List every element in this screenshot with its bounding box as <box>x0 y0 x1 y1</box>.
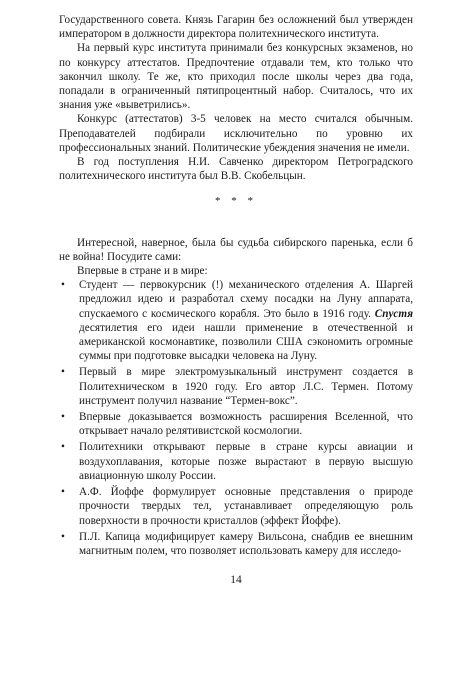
paragraph-admission: На первый курс института принимали без конкурсных экзаменов, но по конкурсу аттестатов. Предпочтение отдавали тем, кто только что закончил школу. Те же, кто приходил после школы через два года, попадали в ограниченный пятипроцентный набор. Считалось, что их знания уже «выветрились». <box>59 42 413 112</box>
list-item <box>59 410 413 438</box>
bullet-icon: • <box>61 530 65 543</box>
list-item-text: десятилетия его идеи нашли применение в отечественной и американской космонавтике, позволили США сэкономить огромные суммы при подготовке высадки человека на Луну. <box>79 321 413 363</box>
list-item <box>59 485 413 528</box>
paragraph-continuation: Государственного совета. Князь Гагарин без осложнений был утвержден императором в должности директора политехнического института. <box>59 14 413 41</box>
list-item-text: П.Л. Капица модифицирует камеру Вильсона, снабдив ее внешним магнитным полем, что позволяет использовать камеру для исследо- <box>79 530 413 557</box>
bullet-icon: • <box>61 486 65 499</box>
list-item-emphasis: Спустя <box>374 307 413 320</box>
list-item-text: Первый в мире электромузыкальный инструмент создается в Политехническом в 1920 году. Его автор Л.С. Термен. Потому инструмент получил название “Термен-вокс”. <box>79 366 413 407</box>
list-item-text: Студент — первокурсник (!) механического отделения А. Шаргей предложил идею и разработал схему посадки на Луну аппарата, спускаемого с космического корабля. Это было в 1916 году. <box>79 279 413 320</box>
list-item <box>59 530 413 558</box>
bullet-icon: • <box>61 366 65 379</box>
list-item-text: Политехники открывают первые в стране курсы авиации и воздухоплавания, которые позже вырастают в первую высшую авиационную школу России. <box>79 441 413 482</box>
bullet-icon: • <box>61 441 65 454</box>
paragraph-firsts-heading: Впервые в стране и в мире: <box>77 265 208 278</box>
paragraph-competition: Конкурс (аттестатов) 3-5 человек на место считался обычным. Преподавателей подбирали исключительно по уровню их профессиональных знаний. Политические убеждения значения не имели. <box>59 113 413 154</box>
paragraph-director: В год поступления Н.И. Савченко директором Петроградского политехнического института был В.В. Скобельцын. <box>59 156 413 183</box>
list-item <box>59 440 413 483</box>
page-number: 14 <box>230 574 242 586</box>
section-separator: * * * <box>215 195 257 208</box>
firsts-list <box>59 278 413 558</box>
page-body <box>59 13 413 560</box>
bullet-icon: • <box>61 411 65 424</box>
bullet-icon: • <box>61 279 65 292</box>
list-item <box>59 278 413 363</box>
list-item-text: А.Ф. Йоффе формулирует основные представления о природе прочности твердых тел, устанавливает определяющую роль поверхности в прочности кристаллов (эффект Йоффе). <box>79 486 413 527</box>
list-item-text: Впервые доказывается возможность расширения Вселенной, что открывает начало релятивистской космологии. <box>79 411 413 438</box>
paragraph-intro: Интересной, наверное, была бы судьба сибирского паренька, если б не война! Посудите сами: <box>59 236 413 263</box>
list-item <box>59 365 413 408</box>
